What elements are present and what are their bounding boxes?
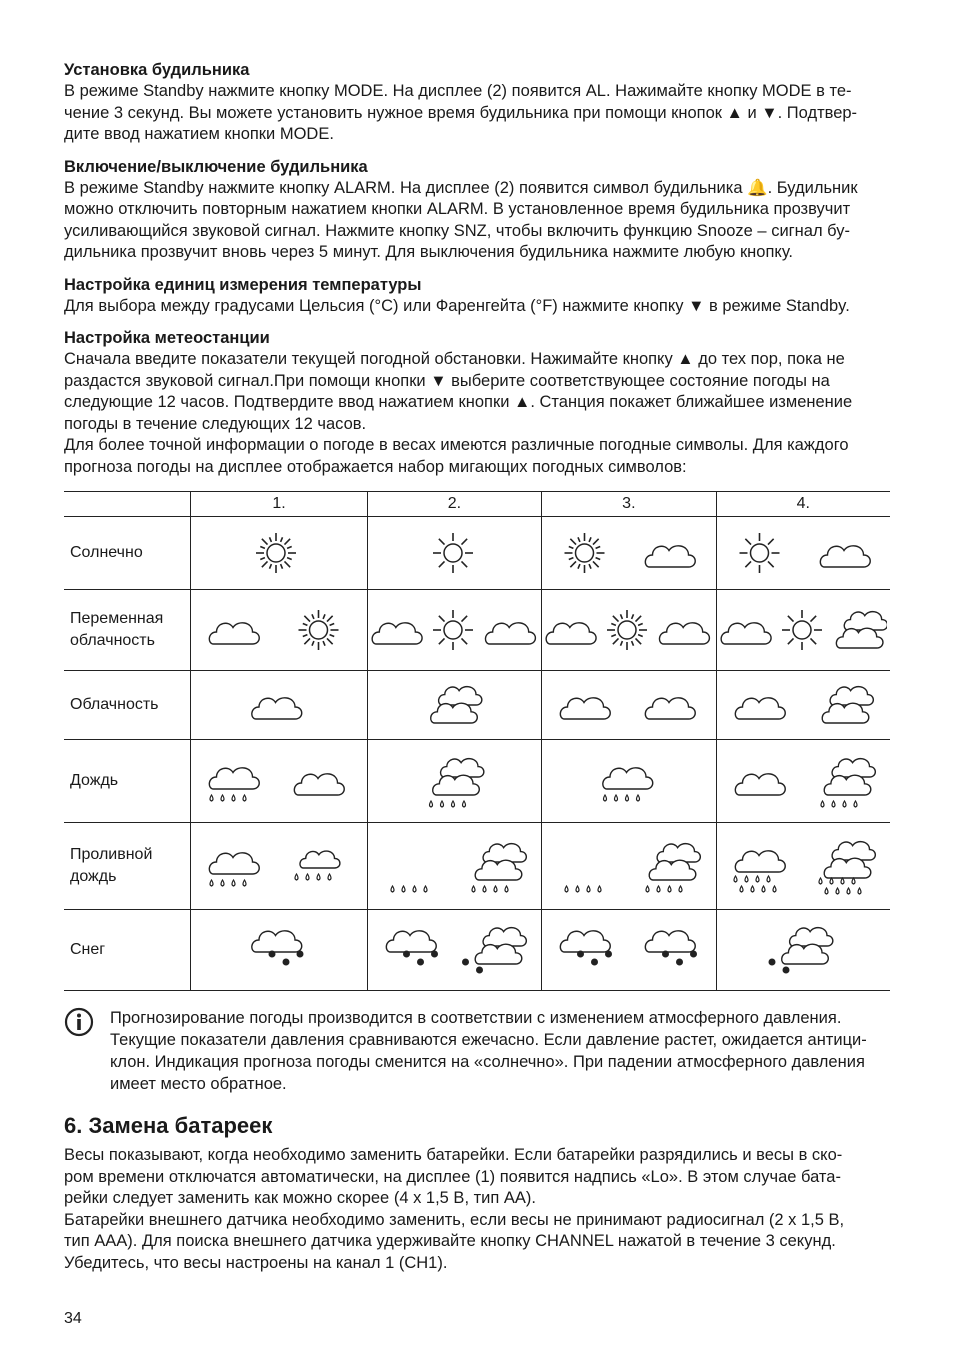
weather-icon-cell <box>542 740 716 823</box>
weather-icon-cell <box>716 517 890 590</box>
weather-icon-cell <box>716 823 890 910</box>
weather-icon-cell <box>367 740 541 823</box>
column-header: 1. <box>191 492 367 517</box>
weather-symbol-icon <box>191 740 361 822</box>
page-number: 34 <box>64 1310 82 1327</box>
weather-symbol-icon <box>368 740 538 822</box>
weather-icon-cell <box>191 910 367 991</box>
weather-symbol-icon <box>191 517 361 589</box>
column-header: 2. <box>367 492 541 517</box>
weather-symbol-icon <box>717 823 887 909</box>
row-label: Переменная облачность <box>64 590 191 671</box>
section-title: Настройка единиц измерения температуры <box>64 275 422 294</box>
info-note <box>64 1007 890 1095</box>
weather-icon-cell <box>367 671 541 740</box>
section-title: Настройка метеостанции <box>64 329 270 347</box>
weather-icon-cell <box>716 590 890 671</box>
row-label: Дождь <box>64 740 191 823</box>
battery-heading: 6. Замена батареек <box>64 1113 273 1138</box>
row-label: Облачность <box>64 671 191 740</box>
weather-icon-cell <box>542 517 716 590</box>
section-weather-station <box>64 328 890 478</box>
weather-icon-cell <box>191 740 367 823</box>
weather-symbol-icon <box>191 910 361 990</box>
weather-symbol-icon <box>717 590 887 670</box>
info-icon <box>64 1007 100 1095</box>
weather-symbol-icon <box>717 517 887 589</box>
weather-symbols-table <box>64 491 890 991</box>
weather-symbol-icon <box>368 823 538 909</box>
weather-symbol-icon <box>717 910 887 990</box>
weather-symbol-icon <box>542 671 712 739</box>
table-row <box>64 823 890 910</box>
weather-symbol-icon <box>368 590 538 670</box>
table-row <box>64 910 890 991</box>
section-title: Включение/выключение будильника <box>64 157 368 176</box>
column-header: 3. <box>542 492 716 517</box>
weather-icon-cell <box>542 823 716 910</box>
weather-icon-cell <box>367 823 541 910</box>
row-label: Солнечно <box>64 517 191 590</box>
row-label: Проливной дождь <box>64 823 191 910</box>
weather-icon-cell <box>716 910 890 991</box>
weather-symbol-icon <box>542 910 712 990</box>
weather-symbol-icon <box>542 740 712 822</box>
weather-icon-cell <box>542 671 716 740</box>
weather-symbol-icon <box>717 671 887 739</box>
weather-symbol-icon <box>717 740 887 822</box>
weather-icon-cell <box>367 517 541 590</box>
weather-symbol-icon <box>368 910 538 990</box>
weather-symbol-icon <box>542 590 712 670</box>
section-temperature-units <box>64 275 890 318</box>
section-text: В режиме Standby нажмите кнопку ALARM. На дисплее (2) появится символ будильника 🔔. Будильник можно отключить повторным нажатием кнопки ALARM. В установленное время будильника прозвучит усиливающийся звуковой сигнал. Нажмите кнопку SNZ, чтобы включить функцию Snooze – сигнал бу- дильника прозвучит вновь через 5 минут. Для выключения будильника нажмите любую кнопку. <box>64 178 858 261</box>
row-label: Снег <box>64 910 191 991</box>
note-text: Прогнозирование погоды производится в соответствии с изменением атмосферного давления. Текущие показатели давления сравниваются ежечасно. Если давление растет, ожидается антици- клон. Индикация прогноза погоды сменится на «солнечно». При падении атмосферного давления имеет место обратное. <box>110 1009 867 1093</box>
weather-icon-cell <box>716 671 890 740</box>
weather-icon-cell <box>367 910 541 991</box>
manual-page <box>64 60 890 1285</box>
weather-symbol-icon <box>191 823 361 909</box>
weather-symbol-icon <box>191 590 361 670</box>
column-header: 4. <box>716 492 890 517</box>
weather-icon-cell <box>191 590 367 671</box>
section-text: В режиме Standby нажмите кнопку MODE. На дисплее (2) появится AL. Нажимайте кнопку MODE в те- чение 3 секунд. Вы можете установить нужное время будильника при помощи кнопок ▲ и ▼. Подтвер- дите ввод нажатием кнопки MODE. <box>64 82 858 143</box>
section-text: Весы показывают, когда необходимо заменить батарейки. Если батарейки разрядились и весы в ско- ром времени отключатся автоматически, на дисплее (1) появится надпись «Lo». В этом случае бата- рейки следует заменить как можно скорее (4 x 1,5 В, тип AA). Батарейки внешнего датчика необходимо заменить, если весы не принимают радиосигнал (2 x 1,5 В, тип AAA). Для поиска внешнего датчика удерживайте кнопку CHANNEL нажатой в течение 3 секунд. Убедитесь, что весы настроены на канал 1 (CH1). <box>64 1146 845 1272</box>
section-battery <box>64 1145 890 1274</box>
section-alarm-setup <box>64 60 890 146</box>
table-row <box>64 517 890 590</box>
table-row <box>64 671 890 740</box>
weather-symbol-icon <box>368 671 538 739</box>
weather-icon-cell <box>542 910 716 991</box>
section-text: Сначала введите показатели текущей погодной обстановки. Нажимайте кнопку ▲ до тех пор, пока не раздастся звуковой сигнал.При помощи кнопки ▼ выберите соответствующее состояние погоды на следующие 12 часов. Подтвердите ввод нажатием кнопки ▲. Станция покажет ближайшее изменение погоды в течение следующих 12 часов. Для более точной информации о погоде в весах имеются различные погодные символы. Для каждого прогноза погоды на дисплее отображается набор мигающих погодных символов: <box>64 350 853 476</box>
weather-icon-cell <box>542 590 716 671</box>
section-text: Для выбора между градусами Цельсия (°C) или Фаренгейта (°F) нажмите кнопку ▼ в режиме Standby. <box>64 296 850 315</box>
weather-icon-cell <box>367 590 541 671</box>
weather-icon-cell <box>716 740 890 823</box>
weather-symbol-icon <box>191 671 361 739</box>
weather-icon-cell <box>191 823 367 910</box>
table-row <box>64 590 890 671</box>
weather-symbol-icon <box>368 517 538 589</box>
section-alarm-toggle <box>64 157 890 264</box>
section-title: Установка будильника <box>64 61 250 79</box>
weather-symbol-icon <box>542 823 712 909</box>
weather-symbol-icon <box>542 517 712 589</box>
table-header-row <box>64 492 890 517</box>
weather-icon-cell <box>191 671 367 740</box>
weather-icon-cell <box>191 517 367 590</box>
table-row <box>64 740 890 823</box>
